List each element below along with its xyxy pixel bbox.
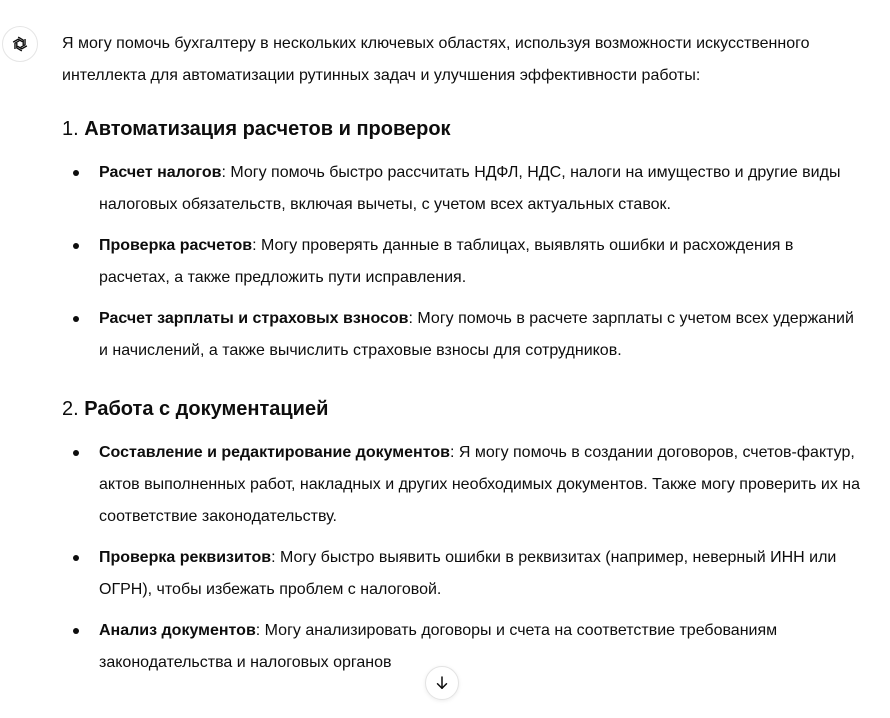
list-item <box>62 542 862 606</box>
item-text: : Могу быстро выявить ошибки в реквизитах (например, неверный ИНН или ОГРН), чтобы избежать проблем с налоговой. <box>99 549 837 598</box>
bullet-list <box>62 437 862 679</box>
section-heading <box>62 115 862 143</box>
assistant-avatar <box>2 26 38 62</box>
scroll-to-bottom-button[interactable] <box>425 666 459 700</box>
section-number: 2. <box>62 398 79 420</box>
assistant-message <box>62 28 862 688</box>
item-text: : Могу проверять данные в таблицах, выявлять ошибки и расхождения в расчетах, а также предложить пути исправления. <box>99 237 794 286</box>
section-heading <box>62 395 862 423</box>
item-term: Анализ документов <box>99 622 256 639</box>
item-term: Проверка реквизитов <box>99 549 272 566</box>
bullet-list <box>62 157 862 367</box>
section-title: Работа с документацией <box>84 398 329 420</box>
item-term: Составление и редактирование документов <box>99 444 450 461</box>
section-title: Автоматизация расчетов и проверок <box>84 118 451 140</box>
openai-logo-icon <box>9 33 31 55</box>
item-term: Проверка расчетов <box>99 237 253 254</box>
intro-paragraph: Я могу помочь бухгалтеру в нескольких ключевых областях, используя возможности искусственного интеллекта для автоматизации рутинных задач и улучшения эффективности работы: <box>62 35 810 84</box>
list-item <box>62 437 862 533</box>
arrow-down-icon <box>433 674 451 692</box>
list-item <box>62 303 862 367</box>
item-term: Расчет зарплаты и страховых взносов <box>99 310 409 327</box>
item-text: : Могу помочь в расчете зарплаты с учетом всех удержаний и начислений, а также вычислить страховые взносы для сотрудников. <box>99 310 854 359</box>
item-text: : Могу помочь быстро рассчитать НДФЛ, НДС, налоги на имущество и другие виды налоговых обязательств, включая вычеты, с учетом всех актуальных ставок. <box>99 164 841 213</box>
section-number: 1. <box>62 118 79 140</box>
item-term: Расчет налогов <box>99 164 222 181</box>
list-item <box>62 157 862 221</box>
item-text: : Могу анализировать договоры и счета на соответствие требованиям законодательства и налоговых органов <box>99 622 778 671</box>
list-item <box>62 230 862 294</box>
list-item <box>62 615 862 679</box>
item-text: : Я могу помочь в создании договоров, счетов-фактур, актов выполненных работ, накладных и других необходимых документов. Также могу проверить их на соответствие законодательству. <box>99 444 861 525</box>
